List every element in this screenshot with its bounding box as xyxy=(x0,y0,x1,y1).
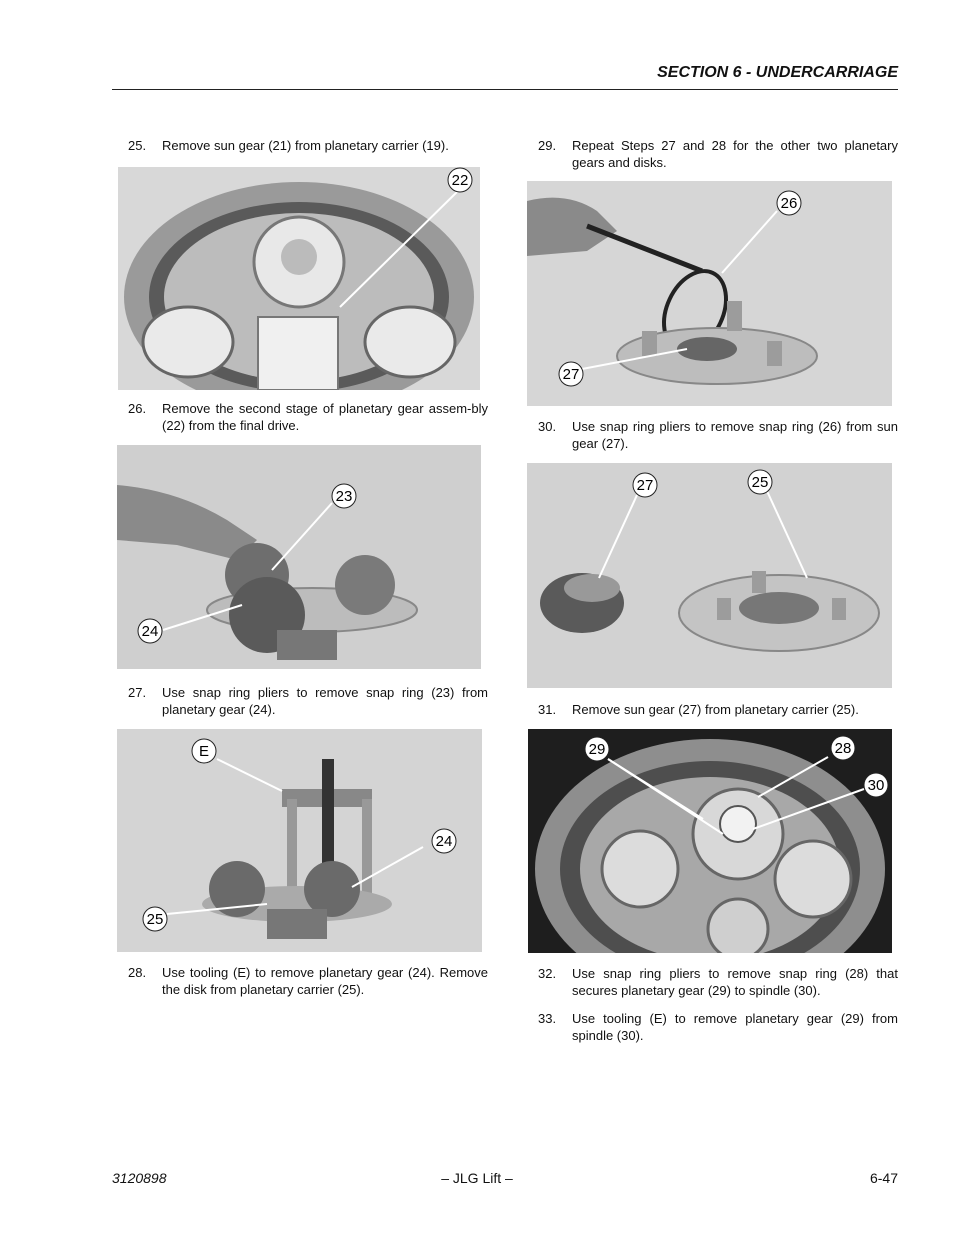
figure-final-drive-ring-gear xyxy=(118,167,480,390)
step-number: 26. xyxy=(128,401,147,416)
step-text: Use snap ring pliers to remove snap ring (26) from sun gear (27). xyxy=(572,419,898,451)
callout-label: 24 xyxy=(435,833,453,850)
photo-sun-gear-carrier xyxy=(527,463,892,688)
step-29 xyxy=(538,137,898,171)
step-32 xyxy=(538,965,898,999)
step-number: 31. xyxy=(538,702,557,717)
figure-planetary-spindle xyxy=(528,729,892,953)
footer-doc-number: 3120898 xyxy=(112,1170,167,1186)
step-number: 27. xyxy=(128,685,147,700)
step-text: Repeat Steps 27 and 28 for the other two planetary gears and disks. xyxy=(572,138,898,170)
step-33 xyxy=(538,1010,898,1044)
callout-label: 27 xyxy=(562,366,580,383)
photo-gear-puller xyxy=(117,729,482,952)
callout-label: 26 xyxy=(780,195,798,212)
figure-sun-gear-carrier xyxy=(527,463,892,688)
callout-label: 28 xyxy=(834,740,852,757)
header-rule xyxy=(112,89,898,90)
step-25 xyxy=(128,137,488,154)
step-31 xyxy=(538,701,898,718)
section-title: SECTION 6 - UNDERCARRIAGE xyxy=(657,64,898,81)
photo-planetary-assembly xyxy=(117,445,481,669)
step-text: Use tooling (E) to remove planetary gear (24). Remove the disk from planetary carrier (25). xyxy=(162,965,488,997)
step-text: Use tooling (E) to remove planetary gear (29) from spindle (30). xyxy=(572,1011,898,1043)
callout-label: 24 xyxy=(141,623,159,640)
callout-label: 22 xyxy=(451,172,469,189)
step-text: Use snap ring pliers to remove snap ring (23) from planetary gear (24). xyxy=(162,685,488,717)
callout-label: E xyxy=(198,743,210,760)
step-number: 25. xyxy=(128,138,147,153)
footer-page-number: 6-47 xyxy=(869,1170,898,1186)
callout-label: 23 xyxy=(335,488,353,505)
step-number: 30. xyxy=(538,419,557,434)
step-text: Remove sun gear (27) from planetary carrier (25). xyxy=(572,702,859,717)
callout-label: 30 xyxy=(867,777,885,794)
step-26 xyxy=(128,400,488,434)
step-number: 29. xyxy=(538,138,557,153)
step-text: Remove the second stage of planetary gear assem-bly (22) from the final drive. xyxy=(162,401,488,433)
callout-label: 27 xyxy=(636,477,654,494)
callout-label: 25 xyxy=(146,911,164,928)
step-28 xyxy=(128,964,488,998)
step-30 xyxy=(538,418,898,452)
callout-label: 29 xyxy=(588,741,606,758)
footer-publisher: – JLG Lift – xyxy=(441,1170,513,1186)
step-number: 28. xyxy=(128,965,147,980)
photo-planetary-spindle xyxy=(528,729,892,953)
step-text: Remove sun gear (21) from planetary carrier (19). xyxy=(162,138,449,153)
step-number: 33. xyxy=(538,1011,557,1026)
step-27 xyxy=(128,684,488,718)
figure-planetary-gear-assembly xyxy=(117,445,481,669)
photo-snap-ring-removal xyxy=(527,181,892,406)
photo-final-drive xyxy=(118,167,480,390)
figure-snap-ring-sun-gear xyxy=(527,181,892,406)
callout-label: 25 xyxy=(751,474,769,491)
step-number: 32. xyxy=(538,966,557,981)
figure-tooling-puller xyxy=(117,729,482,952)
step-text: Use snap ring pliers to remove snap ring (28) that secures planetary gear (29) to spindle (30). xyxy=(572,966,898,998)
